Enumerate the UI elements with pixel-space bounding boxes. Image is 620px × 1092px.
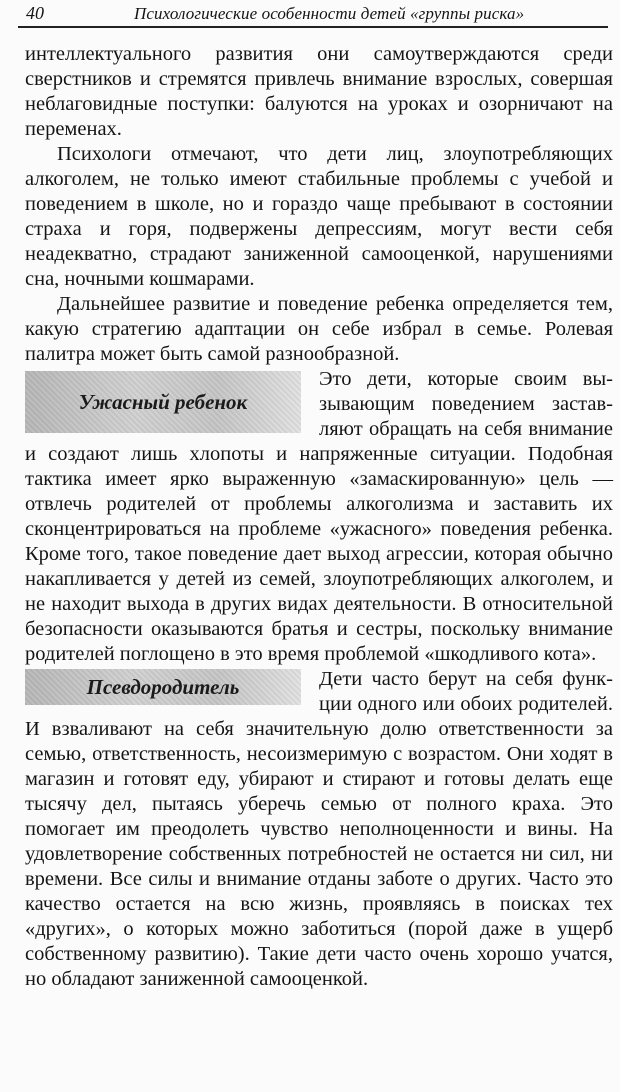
paragraph-5: Дети часто берут на себя функции одного или обоих родителей. И взваливают на себя значительную долю ответственности за семью, ответственность, несоизмеримую с возрастом. Они ходят в магазин и готовят еду, убирают и стирают и готовы делать еще тысячу дел, пытаясь уберечь семью от полного краха. Это помогает им преодолеть чувство неполноценности и вины. На удовлетворение собственных потребностей не остается ни сил, ни времени. Все силы и внимание отданы заботе о других. Часто это качество остается на всю жизнь, проявляясь в поисках тех «других», о которых можно заботиться (порой даже в ущерб собственному развитию). Такие дети часто очень хорошо учатся, но обладают заниженной самооценкой. <box>25 668 613 990</box>
running-title: Психологические особенности детей «группы риска» <box>134 4 525 23</box>
sidebar-heading-terrible-child: Ужасный ребенок <box>25 371 301 433</box>
page-number: 40 <box>26 3 44 23</box>
paragraph-3: Дальнейшее развитие и поведение ребенка определяется тем, какую стратегию адаптации он себе избрал в семье. Ролевая палитра может быть самой разнообразной. <box>25 293 613 365</box>
paragraph-1: интеллектуального развития они самоутверждаются среди сверстников и стремятся привлечь внимание взрослых, совершая неблаговидные поступки: балуются на уроках и озорничают на переменах. <box>25 43 613 140</box>
sidebar-heading-pseudo-parent: Псевдородитель <box>25 669 301 705</box>
page-header <box>18 2 608 28</box>
body-text <box>25 42 613 992</box>
paragraph-4: Это дети, которые своим вызывающим поведением заставляют обращать на себя внимание и создают лишь хлопоты и напряженные ситуации. Подобная тактика имеет ярко выраженную «замаскированную» цель — отвлечь родителей от проблемы алкоголизма и заставить их сконцентрироваться на проблеме «ужасного» поведения ребенка. Кроме того, такое поведение дает выход агрессии, которая обычно накапливается у детей из семей, злоупотребляющих алкоголем, и не находит выхода в других видах деятельности. В относительной безопасности оказываются братья и сестры, поскольку внимание родителей поглощено в это время проблемой «шкодливого кота». <box>25 368 613 665</box>
paragraph-2: Психологи отмечают, что дети лиц, злоупотребляющих алкоголем, не только имеют стабильные проблемы с учебой и поведением в школе, но и гораздо чаще пребывают в состоянии страха и горя, подвержены депрессиям, могут вести себя неадекватно, страдают заниженной самооценкой, нарушениями сна, ночными кошмарами. <box>25 143 613 290</box>
